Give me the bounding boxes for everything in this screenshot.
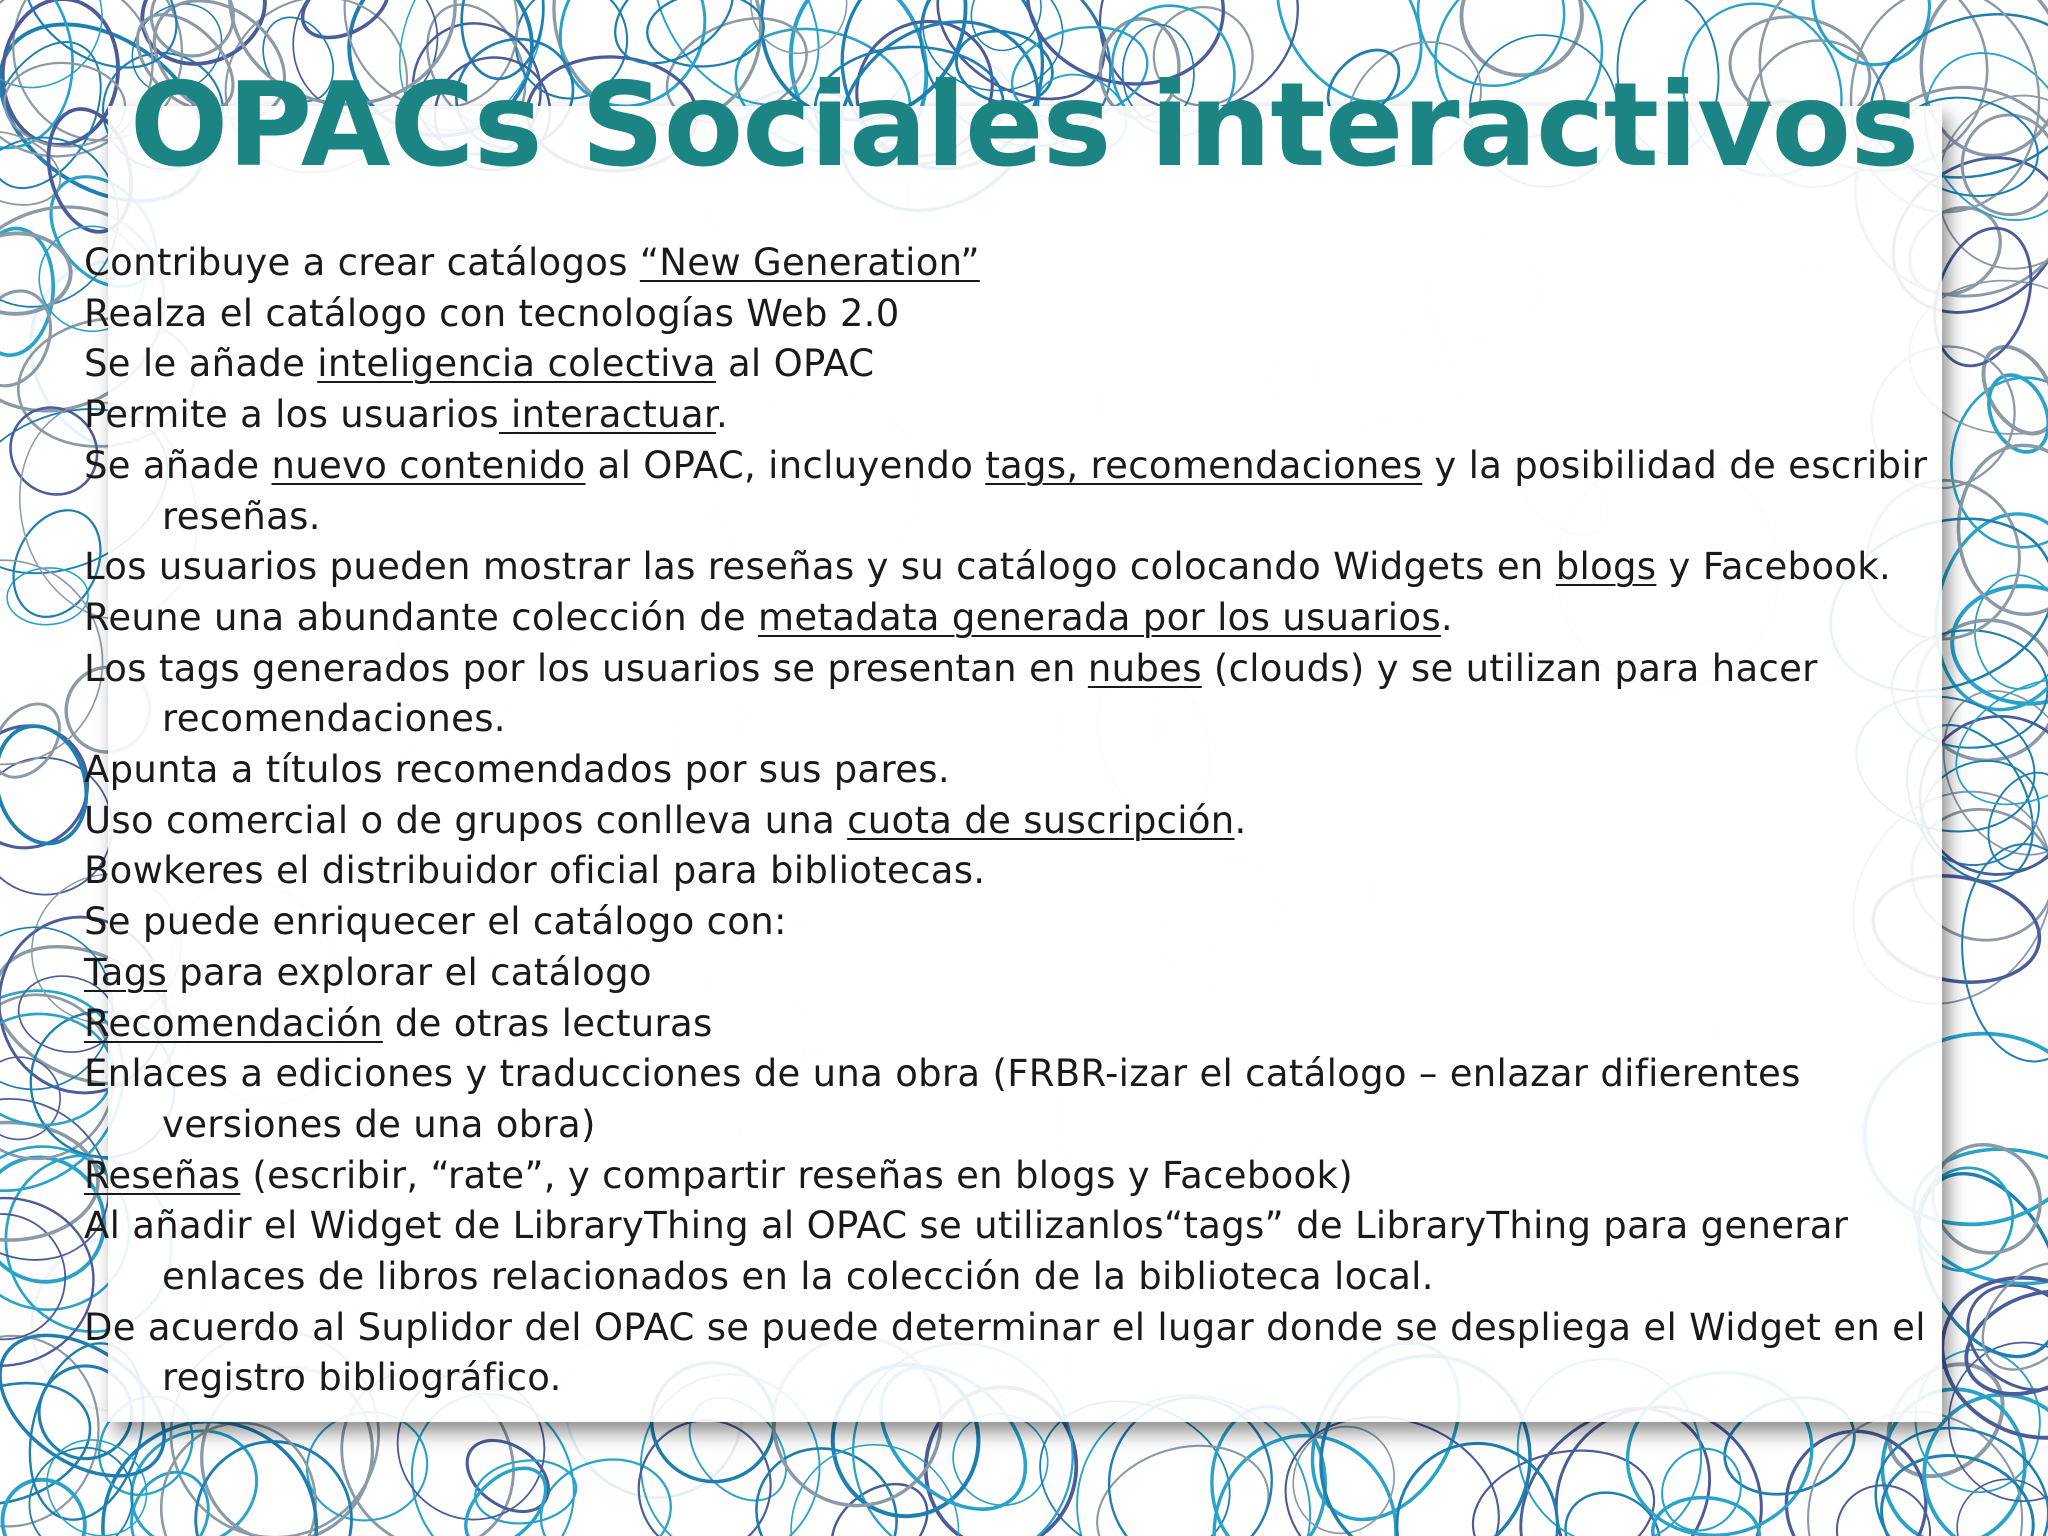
circle-decoration [1551,1477,1674,1536]
bullet-line [84,1201,1984,1302]
text-run: Reune una abundante colección de [84,595,759,639]
underlined-text: tags, recomendaciones [985,443,1423,487]
text-run: al OPAC, incluyendo [585,443,986,487]
text-run: Bowkeres el distribuidor oficial para bibliotecas. [84,849,986,893]
text-run: Uso comercial o de grupos conlleva una [84,798,848,842]
bullet-line [84,745,1984,796]
bullet-line [84,796,1984,847]
text-run: (clouds) y se utilizan para hacer recomendaciones. [162,646,1830,741]
underlined-text: “New Generation” [639,241,980,284]
text-run: Se le añade [84,342,318,386]
bullet-line [84,999,1984,1050]
text-run: Contribuye a crear catálogos [84,241,640,284]
underlined-text: blogs [1555,545,1657,589]
text-run: . [715,393,729,437]
bullet-line [84,1303,1984,1404]
underlined-text: cuota de suscripción [847,798,1235,842]
text-run: Se añade [84,443,272,487]
bullet-line [84,644,1984,745]
bullet-line [84,289,1984,340]
text-run: y Facebook. [1656,545,1892,589]
slide-title: OPACs Sociales interactivos [129,58,1919,193]
bullet-line [84,1049,1984,1150]
underlined-text: Tags [84,950,168,994]
bullet-line [84,441,1984,542]
underlined-text: nuevo contenido [271,443,586,487]
text-run: Los usuarios pueden mostrar las reseñas y su catálogo colocando Widgets en [84,545,1556,589]
circle-decoration [0,691,73,790]
underlined-text: Recomendación [84,1001,383,1045]
bullet-line [84,593,1984,644]
underlined-text: nubes [1087,646,1202,690]
text-run: (escribir, “rate”, y compartir reseñas en blogs y Facebook) [240,1153,1353,1197]
text-run: de otras lecturas [382,1001,713,1045]
bullet-line [84,846,1984,897]
bullet-line [84,542,1984,593]
text-run: . [1234,798,1247,842]
text-run: . [1440,595,1453,639]
underlined-text: inteligencia colectiva [317,342,716,386]
underlined-text: Reseñas [84,1153,241,1197]
underlined-text: metadata generada por los usuarios [758,595,1441,639]
bullet-line [84,339,1984,390]
text-run: Realza el catálogo con tecnologías Web 2.0 [84,291,900,335]
circle-decoration [731,1423,921,1536]
text-run: Los tags generados por los usuarios se presentan en [84,646,1088,690]
text-run: Se puede enriquecer el catálogo con: [84,900,787,944]
text-run: De acuerdo al Suplidor del OPAC se puede determinar el lugar donde se despliega el Widget en el registro bibliográfico. [84,1305,1938,1400]
circle-decoration [1081,1426,1284,1536]
bullet-line [84,1151,1984,1202]
circle-decoration [1394,1441,1560,1536]
text-run: y la posibilidad de escribir reseñas. [162,443,1940,538]
bullet-line [84,948,1984,999]
bullet-line [84,238,1984,289]
text-run: Permite a los usuarios [84,393,499,437]
bullet-list [84,238,1984,1404]
underlined-text: interactuar [498,393,716,437]
text-run: para explorar el catálogo [167,950,652,994]
text-run: Al añadir el Widget de LibraryThing al OPAC se utilizanlos“tags” de LibraryThing para generar enlaces de libros relacionados en la colección de la biblioteca local. [84,1204,1861,1299]
text-run: al OPAC [715,342,875,386]
bullet-line [84,897,1984,948]
text-run: Enlaces a ediciones y traducciones de una obra (FRBR-izar el catálogo – enlazar difierentes versiones de una obra) [84,1052,1813,1146]
text-run: Apunta a títulos recomendados por sus pares. [84,748,950,792]
bullet-line [84,390,1984,441]
circle-decoration [28,1420,165,1536]
